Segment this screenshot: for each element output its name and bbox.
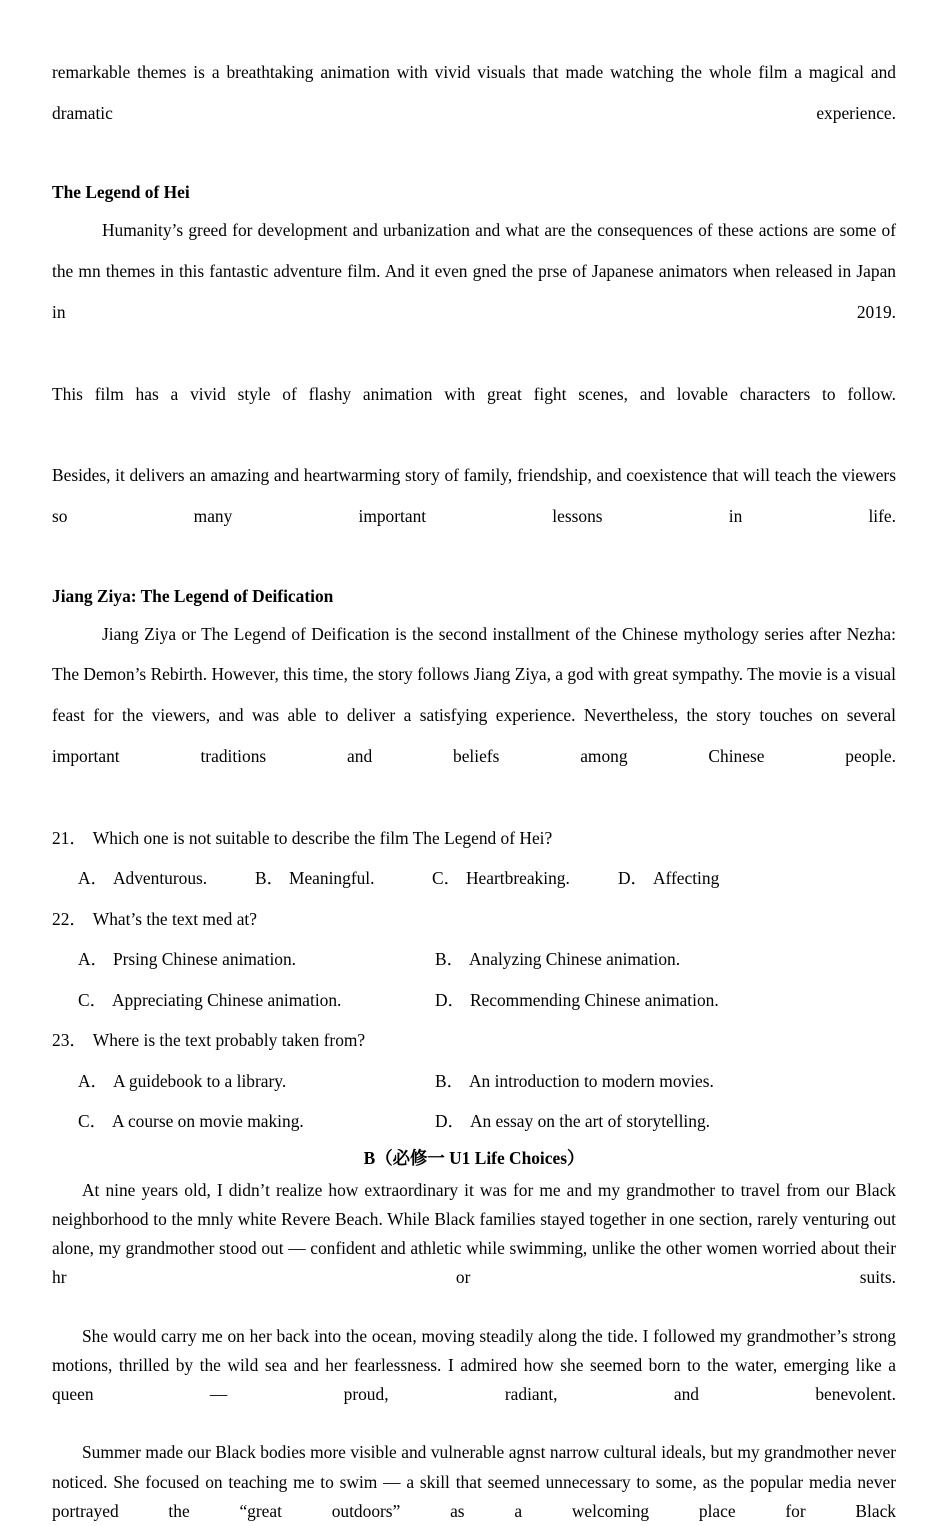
section-heading-passage-b: B（必修一 U1 Life Choices） [363,1147,585,1168]
question-22-number: 22． [52,908,87,929]
option-letter: B． [255,868,284,889]
section-heading-legend-of-hei: The Legend of Hei [52,182,190,203]
question-22-option-c[interactable] [78,980,341,1021]
paragraph-legend-of-hei-1: Humanity’s greed for development and urbanization and what are the consequences of these actions are some of the mn themes in this fantastic adventure film. And it even gned the prse of Japanese animators when released in Japan in 2019. [52,220,896,322]
option-letter: C． [78,989,107,1010]
question-22-option-d[interactable] [435,980,719,1021]
question-21-option-c[interactable] [432,858,570,899]
option-text: Recommending Chinese animation. [469,989,719,1010]
question-23-option-c[interactable] [78,1101,304,1142]
option-text: Meaningful. [289,868,375,889]
question-22-options-row-2 [52,980,896,1021]
option-letter: D． [618,868,648,889]
text-column [52,52,896,1526]
paragraph-passage-b-1: At nine years old, I didn’t realize how extraordinary it was for me and my grandmother to travel from our Black neighborhood to the mnly white Revere Beach. While Black families stayed together in one section, rarely venturing out alone, my grandmother stood out — confident and athletic while swimming, unlike the other women worried about their hr or suits. [52,1179,896,1288]
question-21-text: Which one is not suitable to describe the film The Legend of Hei? [92,827,553,848]
paragraph-passage-b-2: She would carry me on her back into the ocean, moving steadily along the tide. I followed my grandmother’s strong motions, thrilled by the wild sea and her fearlessness. I admired how she seemed born to the water, emerging like a queen — proud, radiant, and benevolent. [52,1325,896,1404]
question-23-options-row-1 [52,1061,896,1102]
option-text: Heartbreaking. [466,868,570,889]
option-letter: D． [435,1111,465,1132]
question-22-options-row-1 [52,939,896,980]
option-letter: D． [435,989,465,1010]
question-23-stem [52,1020,896,1061]
option-letter: A． [78,868,108,889]
question-23-option-d[interactable] [435,1101,710,1142]
option-text: Analyzing Chinese animation. [469,949,681,970]
option-text: Appreciating Chinese animation. [112,989,342,1010]
option-text: Prsing Chinese animation. [112,949,297,970]
option-letter: A． [78,1070,108,1091]
option-text: Adventurous. [112,868,208,889]
question-23-number: 23． [52,1030,87,1051]
question-23-options-row-2 [52,1101,896,1142]
option-letter: B． [435,1070,464,1091]
question-21-option-a[interactable] [78,858,207,899]
option-letter: C． [432,868,461,889]
section-heading-jiang-ziya: Jiang Ziya: The Legend of Deification [52,585,334,606]
question-23-option-b[interactable] [435,1061,714,1102]
option-text: Affecting [652,868,720,889]
option-text: A guidebook to a library. [112,1070,287,1091]
paragraph-legend-of-hei-3: Besides, it delivers an amazing and heartwarming story of family, friendship, and coexistence that will teach the viewers so many important lessons in life. [52,465,896,526]
question-23-text: Where is the text probably taken from? [92,1030,366,1051]
question-22-option-a[interactable] [78,939,296,980]
option-text: A course on movie making. [112,1111,304,1132]
question-21-option-b[interactable] [255,858,374,899]
question-22-option-b[interactable] [435,939,680,980]
question-21-options [52,858,896,899]
question-21-number: 21． [52,827,87,848]
continuation-paragraph: remarkable themes is a breathtaking animation with vivid visuals that made watching the whole film a magical and dramatic experience. [52,62,896,123]
option-letter: C． [78,1111,107,1132]
option-text: An introduction to modern movies. [469,1070,714,1091]
question-21-stem [52,818,896,859]
question-21-option-d[interactable] [618,858,719,899]
option-text: An essay on the art of storytelling. [469,1111,710,1132]
option-letter: B． [435,949,464,970]
question-22-text: What’s the text med at? [92,908,257,929]
question-22-stem [52,899,896,940]
paragraph-legend-of-hei-2: This film has a vivid style of flashy animation with great fight scenes, and lovable characters to follow. [52,383,896,404]
option-letter: A． [78,949,108,970]
paragraph-passage-b-3: Summer made our Black bodies more visible and vulnerable agnst narrow cultural ideals, but my grandmother never noticed. She focused on teaching me to swim — a skill that seemed unnecessary to some, as the popular media never portrayed the “great outdoors” as a welcoming place for Black [52,1442,896,1521]
paragraph-jiang-ziya-1: Jiang Ziya or The Legend of Deification is the second installment of the Chinese mythology series after Nezha: The Demon’s Rebirth. However, this time, the story follows Jiang Ziya, a god with great sympathy. The movie is a visual feast for the viewers, and was able to deliver a satisfying experience. Nevertheless, the story touches on several important traditions and beliefs among Chinese people. [52,623,896,766]
question-23-option-a[interactable] [78,1061,286,1102]
